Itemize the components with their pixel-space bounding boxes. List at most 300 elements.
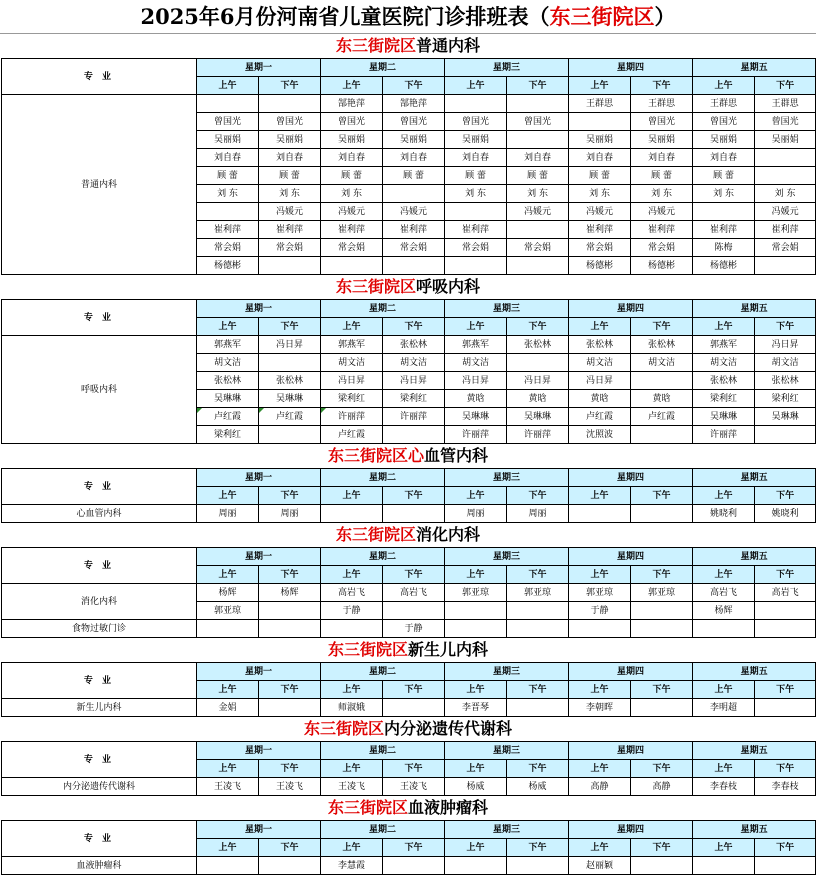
doctor-cell (631, 505, 693, 523)
pm-header: 下午 (383, 487, 445, 505)
schedule-table (1, 820, 816, 875)
doctor-cell: 常会娟 (631, 239, 693, 257)
doctor-cell: 常会娟 (197, 239, 259, 257)
table-row (2, 699, 816, 717)
doctor-cell: 冯日昇 (321, 372, 383, 390)
doctor-cell: 李明超 (693, 699, 755, 717)
doctor-cell: 刘 东 (631, 185, 693, 203)
doctor-cell: 姚晓利 (755, 505, 816, 523)
doctor-cell (631, 699, 693, 717)
day-header: 星期五 (693, 548, 816, 566)
day-header: 星期三 (445, 663, 569, 681)
doctor-cell: 张松林 (693, 372, 755, 390)
doctor-cell: 周丽 (259, 505, 321, 523)
doctor-cell: 周丽 (507, 505, 569, 523)
doctor-cell (445, 257, 507, 275)
table-row (2, 857, 816, 875)
pm-header: 下午 (755, 566, 816, 584)
doctor-cell: 胡文洁 (755, 354, 816, 372)
doctor-cell (321, 505, 383, 523)
doctor-cell (383, 257, 445, 275)
doctor-cell (321, 257, 383, 275)
doctor-cell: 郭亚琼 (197, 602, 259, 620)
pm-header: 下午 (259, 760, 321, 778)
day-header-row (2, 300, 816, 318)
doctor-cell: 崔利萍 (755, 221, 816, 239)
pm-header: 下午 (507, 77, 569, 95)
doctor-cell (383, 699, 445, 717)
am-header: 上午 (693, 839, 755, 857)
doctor-cell: 王群思 (631, 95, 693, 113)
pm-header: 下午 (755, 839, 816, 857)
doctor-cell (445, 203, 507, 221)
doctor-cell: 冯媛元 (755, 203, 816, 221)
doctor-cell: 刘自春 (197, 149, 259, 167)
doctor-cell: 刘 东 (445, 185, 507, 203)
day-header: 星期二 (321, 59, 445, 77)
pm-header: 下午 (259, 681, 321, 699)
doctor-cell: 王群思 (693, 95, 755, 113)
pm-header: 下午 (755, 681, 816, 699)
doctor-cell: 吴琳琳 (197, 390, 259, 408)
doctor-cell: 常会娟 (507, 239, 569, 257)
doctor-cell: 郜艳萍 (321, 95, 383, 113)
doctor-cell: 杨德彬 (693, 257, 755, 275)
doctor-cell (507, 354, 569, 372)
pm-header: 下午 (507, 681, 569, 699)
am-header: 上午 (569, 760, 631, 778)
day-header-row (2, 663, 816, 681)
day-header: 星期一 (197, 663, 321, 681)
doctor-cell: 周丽 (197, 505, 259, 523)
doctor-cell (693, 857, 755, 875)
section-title: 东三街院区心血管内科 (327, 446, 489, 465)
doctor-cell: 张松林 (197, 372, 259, 390)
doctor-cell: 顾 蕾 (321, 167, 383, 185)
doctor-cell: 顾 蕾 (445, 167, 507, 185)
specialty-header: 专 业 (2, 59, 197, 95)
table-row (2, 620, 816, 638)
doctor-cell (197, 203, 259, 221)
doctor-cell: 吴丽娟 (755, 131, 816, 149)
doctor-cell: 卢红霞 (259, 408, 321, 426)
doctor-cell: 张松林 (569, 336, 631, 354)
department-cell: 呼吸内科 (2, 336, 197, 444)
day-header: 星期四 (569, 469, 693, 487)
doctor-cell: 胡文洁 (693, 354, 755, 372)
section-title: 东三街院区新生儿内科 (327, 640, 489, 659)
department-cell: 新生儿内科 (2, 699, 197, 717)
am-header: 上午 (321, 839, 383, 857)
specialty-header: 专 业 (2, 469, 197, 505)
table-row (2, 778, 816, 796)
doctor-cell (507, 257, 569, 275)
pm-header: 下午 (259, 839, 321, 857)
section-title: 东三街院区普通内科 (335, 36, 481, 55)
am-header: 上午 (445, 760, 507, 778)
day-header: 星期二 (321, 663, 445, 681)
pm-header: 下午 (507, 318, 569, 336)
section-title: 东三街院区内分泌遗传代谢科 (303, 719, 513, 738)
doctor-cell (569, 505, 631, 523)
am-header: 上午 (693, 681, 755, 699)
doctor-cell: 王群思 (569, 95, 631, 113)
doctor-cell: 张松林 (755, 372, 816, 390)
table-row (2, 505, 816, 523)
doctor-cell: 顾 蕾 (631, 167, 693, 185)
doctor-cell (631, 857, 693, 875)
doctor-cell: 顾 蕾 (259, 167, 321, 185)
doctor-cell: 常会娟 (569, 239, 631, 257)
pm-header: 下午 (383, 77, 445, 95)
doctor-cell: 杨辉 (259, 584, 321, 602)
doctor-cell (445, 602, 507, 620)
doctor-cell (507, 95, 569, 113)
day-header: 星期三 (445, 548, 569, 566)
doctor-cell (755, 149, 816, 167)
day-header-row (2, 742, 816, 760)
doctor-cell: 冯媛元 (631, 203, 693, 221)
doctor-cell (631, 372, 693, 390)
doctor-cell: 王凌飞 (321, 778, 383, 796)
doctor-cell (631, 602, 693, 620)
doctor-cell: 杨德彬 (631, 257, 693, 275)
schedule-table (1, 741, 816, 796)
doctor-cell: 冯日昇 (445, 372, 507, 390)
doctor-cell: 郭燕军 (197, 336, 259, 354)
am-header: 上午 (693, 77, 755, 95)
pm-header: 下午 (755, 487, 816, 505)
doctor-cell: 曾国光 (631, 113, 693, 131)
doctor-cell: 张松林 (507, 336, 569, 354)
doctor-cell: 曾国光 (259, 113, 321, 131)
doctor-cell: 吴丽娟 (259, 131, 321, 149)
doctor-cell: 顾 蕾 (693, 167, 755, 185)
specialty-header: 专 业 (2, 300, 197, 336)
doctor-cell: 陈梅 (693, 239, 755, 257)
doctor-cell (383, 857, 445, 875)
day-header: 星期三 (445, 469, 569, 487)
doctor-cell: 顾 蕾 (383, 167, 445, 185)
doctor-cell (445, 620, 507, 638)
day-header: 星期一 (197, 59, 321, 77)
doctor-cell: 高岩飞 (693, 584, 755, 602)
doctor-cell (755, 167, 816, 185)
pm-header: 下午 (259, 77, 321, 95)
am-header: 上午 (445, 77, 507, 95)
am-header: 上午 (569, 566, 631, 584)
doctor-cell: 张松林 (259, 372, 321, 390)
am-header: 上午 (321, 318, 383, 336)
pm-header: 下午 (631, 839, 693, 857)
doctor-cell: 郭亚琼 (445, 584, 507, 602)
sections-container (0, 34, 816, 875)
doctor-cell: 梁利红 (197, 426, 259, 444)
day-header: 星期一 (197, 469, 321, 487)
doctor-cell: 于静 (569, 602, 631, 620)
day-header: 星期五 (693, 59, 816, 77)
doctor-cell: 王凌飞 (197, 778, 259, 796)
doctor-cell: 曾国光 (383, 113, 445, 131)
doctor-cell: 曾国光 (197, 113, 259, 131)
doctor-cell: 胡文洁 (383, 354, 445, 372)
doctor-cell: 姚晓利 (693, 505, 755, 523)
doctor-cell: 金娟 (197, 699, 259, 717)
doctor-cell: 顾 蕾 (507, 167, 569, 185)
doctor-cell: 杨威 (507, 778, 569, 796)
doctor-cell: 梁利红 (383, 390, 445, 408)
doctor-cell: 常会娟 (755, 239, 816, 257)
doctor-cell: 吴丽娟 (693, 131, 755, 149)
pm-header: 下午 (631, 566, 693, 584)
day-header-row (2, 469, 816, 487)
pm-header: 下午 (259, 566, 321, 584)
doctor-cell (383, 602, 445, 620)
doctor-cell: 胡文洁 (197, 354, 259, 372)
doctor-cell: 崔利萍 (569, 221, 631, 239)
doctor-cell (755, 426, 816, 444)
day-header: 星期五 (693, 300, 816, 318)
doctor-cell: 吴丽娟 (321, 131, 383, 149)
doctor-cell: 黄晗 (631, 390, 693, 408)
doctor-cell: 冯媛元 (259, 203, 321, 221)
pm-header: 下午 (507, 566, 569, 584)
doctor-cell (507, 620, 569, 638)
doctor-cell: 许丽萍 (321, 408, 383, 426)
am-header: 上午 (693, 487, 755, 505)
doctor-cell (259, 620, 321, 638)
doctor-cell (507, 857, 569, 875)
doctor-cell: 冯日昇 (259, 336, 321, 354)
doctor-cell: 高静 (569, 778, 631, 796)
doctor-cell: 刘自春 (631, 149, 693, 167)
schedule-table (1, 547, 816, 638)
am-header: 上午 (321, 681, 383, 699)
day-header: 星期三 (445, 59, 569, 77)
doctor-cell: 卢红霞 (321, 426, 383, 444)
pm-header: 下午 (755, 760, 816, 778)
doctor-cell (259, 354, 321, 372)
pm-header: 下午 (631, 318, 693, 336)
day-header: 星期二 (321, 469, 445, 487)
day-header: 星期三 (445, 821, 569, 839)
doctor-cell: 曾国光 (321, 113, 383, 131)
doctor-cell: 于静 (321, 602, 383, 620)
doctor-cell: 曾国光 (507, 113, 569, 131)
am-header: 上午 (569, 77, 631, 95)
am-header: 上午 (693, 566, 755, 584)
specialty-header: 专 业 (2, 663, 197, 699)
doctor-cell: 胡文洁 (321, 354, 383, 372)
doctor-cell: 许丽萍 (507, 426, 569, 444)
doctor-cell: 梁利红 (321, 390, 383, 408)
doctor-cell: 刘自春 (383, 149, 445, 167)
specialty-header: 专 业 (2, 548, 197, 584)
doctor-cell: 于静 (383, 620, 445, 638)
pm-header: 下午 (631, 487, 693, 505)
doctor-cell: 杨德彬 (197, 257, 259, 275)
schedule-table (1, 58, 816, 275)
doctor-cell: 李春枝 (755, 778, 816, 796)
doctor-cell: 张松林 (631, 336, 693, 354)
department-cell: 普通内科 (2, 95, 197, 275)
doctor-cell: 黄晗 (507, 390, 569, 408)
day-header: 星期四 (569, 663, 693, 681)
doctor-cell: 黄晗 (569, 390, 631, 408)
doctor-cell: 吴丽娟 (631, 131, 693, 149)
day-header: 星期五 (693, 469, 816, 487)
doctor-cell (755, 699, 816, 717)
am-header: 上午 (197, 681, 259, 699)
doctor-cell: 郜艳萍 (383, 95, 445, 113)
doctor-cell (755, 857, 816, 875)
am-header: 上午 (693, 760, 755, 778)
am-header: 上午 (445, 487, 507, 505)
doctor-cell: 刘 东 (755, 185, 816, 203)
doctor-cell (693, 620, 755, 638)
doctor-cell: 曾国光 (693, 113, 755, 131)
am-header: 上午 (197, 318, 259, 336)
doctor-cell (507, 221, 569, 239)
doctor-cell: 李慧霞 (321, 857, 383, 875)
doctor-cell: 杨威 (445, 778, 507, 796)
pm-header: 下午 (383, 566, 445, 584)
doctor-cell: 郭燕军 (321, 336, 383, 354)
am-header: 上午 (321, 77, 383, 95)
day-header-row (2, 821, 816, 839)
department-cell: 内分泌遗传代谢科 (2, 778, 197, 796)
doctor-cell: 杨德彬 (569, 257, 631, 275)
pm-header: 下午 (383, 839, 445, 857)
day-header: 星期三 (445, 742, 569, 760)
doctor-cell: 曾国光 (445, 113, 507, 131)
pm-header: 下午 (631, 760, 693, 778)
day-header: 星期五 (693, 821, 816, 839)
doctor-cell (197, 95, 259, 113)
table-row (2, 95, 816, 113)
day-header: 星期四 (569, 59, 693, 77)
day-header: 星期二 (321, 548, 445, 566)
doctor-cell: 崔利萍 (445, 221, 507, 239)
pm-header: 下午 (507, 839, 569, 857)
doctor-cell: 胡文洁 (569, 354, 631, 372)
doctor-cell: 顾 蕾 (569, 167, 631, 185)
doctor-cell: 吴琳琳 (259, 390, 321, 408)
doctor-cell: 刘 东 (321, 185, 383, 203)
schedule-table (1, 299, 816, 444)
doctor-cell (445, 95, 507, 113)
doctor-cell: 刘自春 (569, 149, 631, 167)
page-title: 2025年6月份河南省儿童医院门诊排班表（东三街院区） (0, 0, 816, 34)
am-header: 上午 (445, 681, 507, 699)
doctor-cell: 刘 东 (259, 185, 321, 203)
doctor-cell: 崔利萍 (383, 221, 445, 239)
doctor-cell: 卢红霞 (197, 408, 259, 426)
doctor-cell: 杨辉 (693, 602, 755, 620)
am-header: 上午 (445, 318, 507, 336)
department-cell: 消化内科 (2, 584, 197, 620)
doctor-cell (569, 620, 631, 638)
doctor-cell: 李晋琴 (445, 699, 507, 717)
pm-header: 下午 (383, 760, 445, 778)
doctor-cell: 杨辉 (197, 584, 259, 602)
doctor-cell: 郭燕军 (693, 336, 755, 354)
day-header-row (2, 59, 816, 77)
doctor-cell: 王群思 (755, 95, 816, 113)
doctor-cell: 梁利红 (755, 390, 816, 408)
doctor-cell: 刘自春 (259, 149, 321, 167)
doctor-cell: 常会娟 (259, 239, 321, 257)
doctor-cell: 刘自春 (507, 149, 569, 167)
doctor-cell: 常会娟 (445, 239, 507, 257)
day-header: 星期一 (197, 548, 321, 566)
doctor-cell (197, 620, 259, 638)
doctor-cell (259, 602, 321, 620)
doctor-cell: 赵丽颖 (569, 857, 631, 875)
day-header: 星期四 (569, 300, 693, 318)
doctor-cell: 师淑娥 (321, 699, 383, 717)
doctor-cell: 冯媛元 (569, 203, 631, 221)
doctor-cell: 王凌飞 (259, 778, 321, 796)
doctor-cell: 胡文洁 (631, 354, 693, 372)
doctor-cell (197, 857, 259, 875)
doctor-cell: 吴丽娟 (445, 131, 507, 149)
section-title: 东三街院区血液肿瘤科 (327, 798, 489, 817)
doctor-cell: 许丽萍 (693, 426, 755, 444)
am-header: 上午 (445, 566, 507, 584)
doctor-cell (507, 131, 569, 149)
doctor-cell: 冯日昇 (755, 336, 816, 354)
doctor-cell: 冯日昇 (383, 372, 445, 390)
doctor-cell (755, 257, 816, 275)
pm-header: 下午 (631, 77, 693, 95)
pm-header: 下午 (259, 487, 321, 505)
day-header: 星期一 (197, 821, 321, 839)
doctor-cell: 高岩飞 (755, 584, 816, 602)
doctor-cell: 刘自春 (693, 149, 755, 167)
doctor-cell (383, 426, 445, 444)
doctor-cell (569, 113, 631, 131)
doctor-cell: 卢红霞 (631, 408, 693, 426)
doctor-cell: 高静 (631, 778, 693, 796)
doctor-cell (693, 203, 755, 221)
doctor-cell: 吴丽娟 (569, 131, 631, 149)
doctor-cell: 常会娟 (321, 239, 383, 257)
pm-header: 下午 (507, 487, 569, 505)
day-header: 星期二 (321, 821, 445, 839)
doctor-cell (321, 620, 383, 638)
day-header: 星期四 (569, 742, 693, 760)
table-row (2, 584, 816, 602)
doctor-cell: 许丽萍 (445, 426, 507, 444)
section-title: 东三街院区呼吸内科 (335, 277, 481, 296)
doctor-cell (383, 505, 445, 523)
pm-header: 下午 (755, 77, 816, 95)
am-header: 上午 (197, 760, 259, 778)
day-header: 星期五 (693, 663, 816, 681)
doctor-cell: 郭亚琼 (507, 584, 569, 602)
doctor-cell: 吴琳琳 (755, 408, 816, 426)
doctor-cell: 许丽萍 (383, 408, 445, 426)
day-header-row (2, 548, 816, 566)
specialty-header: 专 业 (2, 821, 197, 857)
doctor-cell: 周丽 (445, 505, 507, 523)
doctor-cell: 常会娟 (383, 239, 445, 257)
doctor-cell: 郭亚琼 (631, 584, 693, 602)
doctor-cell: 高岩飞 (321, 584, 383, 602)
pm-header: 下午 (755, 318, 816, 336)
doctor-cell: 顾 蕾 (197, 167, 259, 185)
